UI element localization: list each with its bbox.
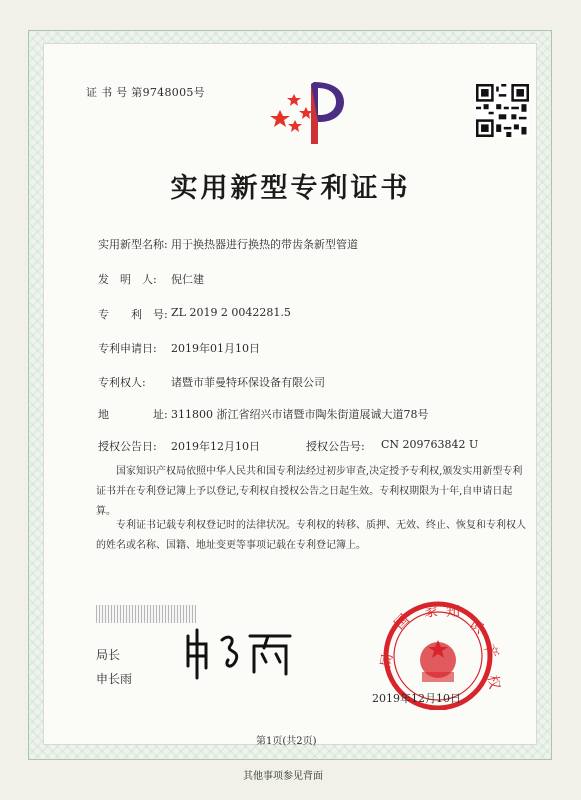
patentee-label: 专利权人:	[98, 376, 146, 389]
grant-date-label: 授权公告日:	[98, 440, 157, 453]
utility-model-name-label: 实用新型名称:	[98, 238, 168, 251]
utility-model-name-value: 用于换热器进行换热的带齿条新型管道	[171, 238, 358, 251]
legal-status-paragraph: 专利证书记载专利权登记时的法律状况。专利权的转移、质押、无效、终止、恢复和专利权人的姓名或名称、国籍、地址变更等事项记载在专利登记簿上。	[96, 520, 526, 551]
director-title: 局长	[96, 648, 121, 662]
patentee-value: 诸暨市菲曼特环保设备有限公司	[171, 376, 325, 389]
barcode-strip	[96, 605, 196, 623]
seal-date: 2019年12月10日	[372, 692, 461, 705]
grant-statement-paragraph: 国家知识产权局依照中华人民共和国专利法经过初步审查,决定授予专利权,颁发实用新型专利证书并在专利登记簿上予以登记,专利权自授权公告之日起生效。专利权期限为十年,自申请日起算。	[96, 466, 523, 517]
inventor-value: 倪仁建	[171, 273, 204, 286]
grant-date-value: 2019年12月10日	[171, 440, 260, 453]
qr-code-icon	[476, 84, 529, 137]
svg-text:国: 国	[391, 611, 413, 633]
page-indicator: 第1页(共2页)	[256, 736, 317, 747]
back-note: 其他事项参见背面	[243, 771, 323, 782]
svg-text:产: 产	[480, 642, 502, 663]
director-signature	[180, 626, 300, 682]
svg-text:家: 家	[424, 604, 438, 620]
patent-office-logo	[268, 76, 350, 148]
patent-number-value: ZL 2019 2 0042281.5	[171, 306, 291, 319]
grant-number-value: CN 209763842 U	[381, 438, 479, 451]
svg-text:局: 局	[378, 652, 397, 669]
application-date-label: 专利申请日:	[98, 342, 157, 355]
patent-number-label: 专 利 号:	[98, 308, 168, 321]
svg-text:识: 识	[465, 616, 487, 638]
svg-text:权: 权	[484, 673, 503, 691]
certificate-number: 证 书 号 第9748005号	[86, 86, 205, 99]
address-value: 311800 浙江省绍兴市诸暨市陶朱街道展诚大道78号	[171, 408, 429, 421]
inventor-label: 发 明 人:	[98, 273, 157, 286]
director-name: 申长雨	[96, 672, 133, 686]
address-label: 地 址:	[98, 408, 168, 421]
application-date-value: 2019年01月10日	[171, 342, 260, 355]
certificate-title: 实用新型专利证书	[170, 173, 411, 204]
svg-text:知: 知	[446, 604, 460, 620]
grant-number-label: 授权公告号:	[306, 440, 365, 453]
